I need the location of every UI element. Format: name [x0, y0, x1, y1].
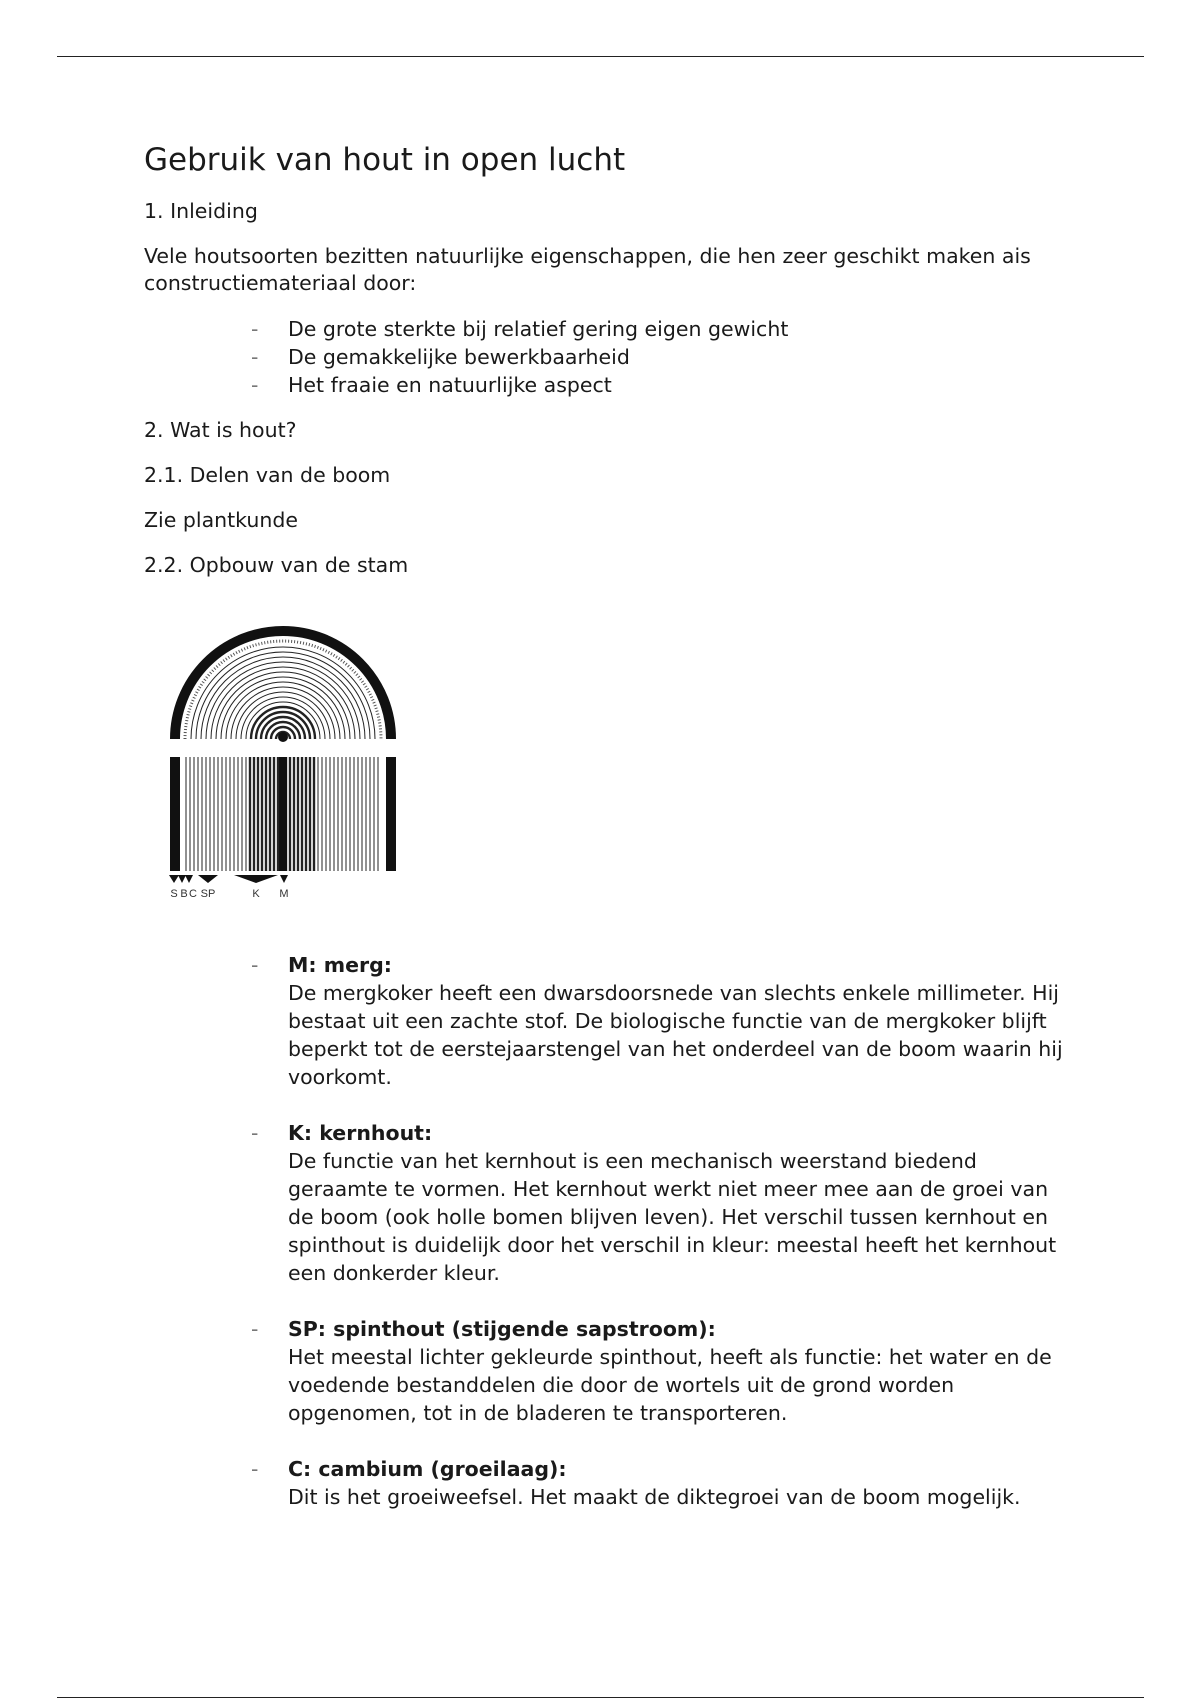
layer-arrow	[169, 875, 179, 883]
layer-arrow	[234, 875, 278, 883]
definition-item-cambium	[144, 1455, 1064, 1511]
layer-label: M	[279, 888, 289, 899]
layer-label: SP	[200, 888, 216, 899]
layer-label: S	[170, 888, 178, 899]
layer-label: C	[189, 888, 197, 899]
stem-diagram	[168, 609, 398, 899]
definition-term: - SP: spinthout (stijgende sapstroom):	[288, 1317, 716, 1341]
definition-term: - K: kernhout:	[288, 1121, 433, 1145]
definition-item-kernhout	[144, 1119, 1064, 1287]
definition-text: De mergkoker heeft een dwarsdoorsnede van slechts enkele millimeter. Hij bestaat uit een zachte stof. De biologische functie van de mergkoker blijft beperkt tot de eerstejaarstengel van het onderdeel van de boom waarin hij voorkomt.	[288, 981, 1063, 1089]
layer-label: B	[180, 888, 188, 899]
stem-cross-section-figure	[168, 609, 398, 899]
intro-list	[144, 315, 1064, 399]
layer-arrow	[198, 875, 218, 883]
definition-text: De functie van het kernhout is een mechanisch weerstand biedend geraamte te vormen. Het kernhout werkt niet meer mee aan de groei van de boom (ook holle bomen blijven leven). Het verschil tussen kernhout en spinthout is duidelijk door het verschil in kleur: meestal heeft het kernhout een donkerder kleur.	[288, 1149, 1057, 1285]
layer-arrow	[178, 875, 186, 883]
parts-text: Zie plantkunde	[144, 508, 299, 532]
bottom-rule	[57, 1697, 1144, 1698]
definition-item-merg	[144, 951, 1064, 1091]
layer-arrow	[280, 875, 288, 883]
layer-arrow	[185, 875, 193, 883]
definition-item-spinthout	[144, 1315, 1064, 1427]
list-item: - De grote sterkte bij relatief gering eigen gewicht	[144, 315, 1064, 343]
definition-list	[144, 951, 1064, 1511]
section-heading-intro: 1. Inleiding	[144, 199, 258, 223]
growth-ring	[226, 682, 340, 739]
subsection-heading-stem: 2.2. Opbouw van de stam	[144, 553, 409, 577]
page-title: Gebruik van hout in open lucht	[144, 142, 626, 178]
document-body	[144, 140, 1064, 1539]
definition-term: - M: merg:	[288, 953, 392, 977]
bark-strip	[170, 757, 180, 871]
subsection-heading-parts: 2.1. Delen van de boom	[144, 463, 391, 487]
pith-strip	[279, 757, 287, 871]
pith-dot	[278, 732, 288, 742]
definition-text: Het meestal lichter gekleurde spinthout, heeft als functie: het water en de voedende bestanddelen die door de wortels uit de grond worden opgenomen, tot in de bladeren te transporteren.	[288, 1345, 1052, 1425]
list-item: - Het fraaie en natuurlijke aspect	[144, 371, 1064, 399]
section-heading-wood: 2. Wat is hout?	[144, 418, 297, 442]
definition-text: Dit is het groeiweefsel. Het maakt de diktegroei van de boom mogelijk.	[288, 1485, 1021, 1509]
list-item: - De gemakkelijke bewerkbaarheid	[144, 343, 1064, 371]
bark-strip	[386, 757, 396, 871]
top-rule	[57, 56, 1144, 57]
definition-term: - C: cambium (groeilaag):	[288, 1457, 567, 1481]
growth-ring	[191, 647, 375, 739]
layer-label: K	[252, 888, 260, 899]
intro-paragraph: Vele houtsoorten bezitten natuurlijke eigenschappen, die hen zeer geschikt maken ais constructiemateriaal door:	[144, 244, 1031, 295]
